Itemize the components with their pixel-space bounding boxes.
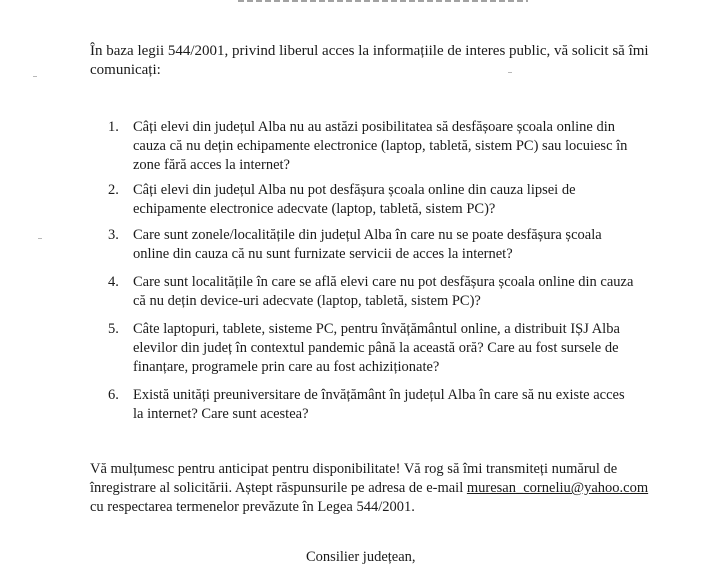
signature-title: Consilier județean, xyxy=(306,549,416,565)
question-number: 6. xyxy=(108,387,119,403)
question-text: Există unități preuniversitare de învățământ în județul Alba în care să nu existe acces la internet? Care sunt acestea? xyxy=(133,387,625,422)
closing-text: Vă mulțumesc pentru anticipat pentru disponibilitate! Vă rog să îmi transmiteți numărul de înregistrare al solicitării. Aștept răspunsurile pe adresa de e-mail xyxy=(90,461,618,496)
question-number: 5. xyxy=(108,321,119,337)
email-address: muresan_corneliu@yahoo.com xyxy=(466,480,649,496)
intro-paragraph: În baza legii 544/2001, privind liberul acces la informațiile de interes public, vă solicit să îmi comunicați: xyxy=(90,43,649,78)
question-text: Câți elevi din județul Alba nu au astăzi posibilitatea să desfășoare școala online din cauza că nu dețin echipamente electronice (laptop, tabletă, sistem PC) sau locuiesc în zone fără acces la internet? xyxy=(133,119,628,173)
closing-paragraph xyxy=(90,460,650,517)
question-number: 4. xyxy=(108,274,119,290)
scan-speck xyxy=(33,76,37,77)
question-text: Câte laptopuri, tablete, sisteme PC, pentru învățământul online, a distribuit IȘJ Alba elevilor din județ în contextul pandemic până la această oră? Care au fost sursele de finanțare, programele prin care au fost achiziționate? xyxy=(133,321,620,375)
question-text: Câți elevi din județul Alba nu pot desfășura școala online din cauza lipsei de echipamente electronice adecvate (laptop, tabletă, sistem PC)? xyxy=(133,182,576,217)
question-number: 2. xyxy=(108,182,119,198)
question-text: Care sunt zonele/localitățile din județul Alba în care nu se poate desfășura școala online din cauza că nu sunt furnizate servicii de acces la internet? xyxy=(133,227,602,262)
scan-speck xyxy=(508,72,512,73)
question-number: 3. xyxy=(108,227,119,243)
closing-text-end: cu respectarea termenelor prevăzute în Legea 544/2001. xyxy=(90,499,415,515)
question-number: 1. xyxy=(108,119,119,135)
question-text: Care sunt localitățile în care se află elevi care nu pot desfășura școala online din cauza că nu dețin device-uri adecvate (laptop, tabletă, sistem PC)? xyxy=(133,274,634,309)
scan-speck xyxy=(38,238,42,239)
